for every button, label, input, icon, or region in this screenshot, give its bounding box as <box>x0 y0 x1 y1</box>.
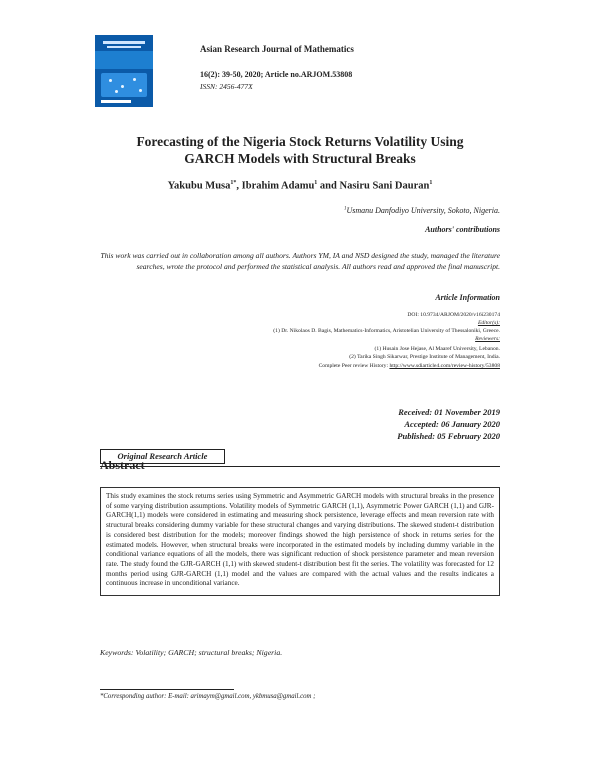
author-list: Yakubu Musa$^{1*}$, Ibrahim Adamu$^1$ and Nasiru Sani Dauran$^1$ <box>167 180 433 192</box>
review-history-prefix: Complete Peer review History: <box>318 363 389 369</box>
journal-issn: ISSN: 2456-477X <box>200 82 253 91</box>
cover-artwork <box>101 73 147 97</box>
received-date: Received: 01 November 2019 <box>398 407 500 417</box>
paper-title-line-1: Forecasting of the Nigeria Stock Returns Volatility Using <box>136 134 464 149</box>
affiliation <box>200 206 500 215</box>
paper-title <box>100 133 500 167</box>
author-1-sup: 1* <box>230 180 237 186</box>
article-dates <box>300 406 500 442</box>
author-2: Ibrahim Adamu <box>241 180 315 192</box>
paper-title-line-2: GARCH Models with Structural Breaks <box>184 151 416 166</box>
published-date: Published: 05 February 2020 <box>397 431 500 441</box>
reviewer-2: (2) Tarika Singh Sikarwar, Prestige Institute of Management, India. <box>349 354 500 360</box>
review-history <box>150 363 500 371</box>
header-divider <box>100 466 500 467</box>
cover-band <box>95 51 153 69</box>
editors-label-text: Editor(s): <box>477 320 500 326</box>
reviewer-1: (1) Husain Jose Hejase, Al Maaref University, Lebanon. <box>374 346 500 352</box>
doi: DOI: 10.9734/ARJOM/2020/v16i230174 <box>407 312 500 318</box>
author-3-sup: 1 <box>429 180 433 186</box>
footnote-divider <box>100 689 234 690</box>
contributions-text: This work was carried out in collaboration among all authors. Authors YM, IA and NSD designed the study, managed the literature searches, wrote the protocol and performed the statistical analysis. All authors read and approved the final manuscript. <box>100 251 500 271</box>
journal-name: Asian Research Journal of Mathematics <box>200 44 354 54</box>
cover-bottom-stripe <box>101 100 131 103</box>
editors-label <box>150 320 500 328</box>
cover-title-stripe <box>103 41 145 44</box>
article-type-box: Original Research Article <box>100 449 225 464</box>
journal-cover-logo <box>95 35 153 107</box>
affiliation-sup: 1 <box>343 206 347 212</box>
author-1: Yakubu Musa <box>167 180 231 192</box>
journal-citation: 16(2): 39-50, 2020; Article no.ARJOM.53808 <box>200 70 353 79</box>
cover-subtitle-stripe <box>107 46 141 48</box>
accepted-date: Accepted: 06 January 2020 <box>404 419 500 429</box>
abstract-heading: Abstract <box>100 458 145 472</box>
author-3: Nasiru Sani Dauran <box>339 180 430 192</box>
abstract-box <box>100 487 500 596</box>
author-2-sup: 1 <box>314 180 318 186</box>
affiliation-text: Usmanu Danfodiyo University, Sokoto, Nigeria. <box>346 206 500 215</box>
keywords: Keywords: Volatility; GARCH; structural breaks; Nigeria. <box>100 648 283 657</box>
article-info-heading: Article Information <box>435 293 500 302</box>
reviewers-label <box>150 336 500 344</box>
abstract-text: This study examines the stock returns series using Symmetric and Asymmetric GARCH models with structural breaks in the presence of some varying distribution assumptions. Volatility models of Symmetric GARCH (1,1), Asymmetric Power GARCH (1,1) and GJR-GARCH(1,1) models were considered in estimating and measuring shock persistence, leverage effects and mean reversion rate with structural breaks considering dummy variable for these structural changes and varying distributions. The skewed student-t distribution is considered best distribution for the models; moreover findings showed the high persistence of shock in returns series for the estimated models. However, when structural breaks were incorporated in the estimated models by including dummy variable in the conditional variance equations of all the models, there was significant reduction of shock persistence parameter and mean reversion rate. The study found the GJR-GARCH (1,1) with skewed student-t distribution best fit the series. The volatility was forecasted for 12 months period using GJR-GARCH (1,1) model and the values are compared with the actual values and the results indicates a continuous increase in unconditional variance. <box>106 492 494 588</box>
author-and: and <box>319 180 337 192</box>
reviewers-label-text: Reviewers: <box>475 336 500 342</box>
review-history-link[interactable]: http://www.sdiarticle4.com/review-history/53808 <box>389 363 500 369</box>
contributions-heading: Authors' contributions <box>425 225 500 234</box>
corresponding-author-footnote: *Corresponding author: E-mail: arimaym@gmail.com, ykbmusa@gmail.com ; <box>100 693 316 700</box>
editor-1: (1) Dr. Nikolaos D. Bagis, Mathematics-Informatics, Aristotelian University of Thessaloniki, Greece. <box>273 328 500 334</box>
